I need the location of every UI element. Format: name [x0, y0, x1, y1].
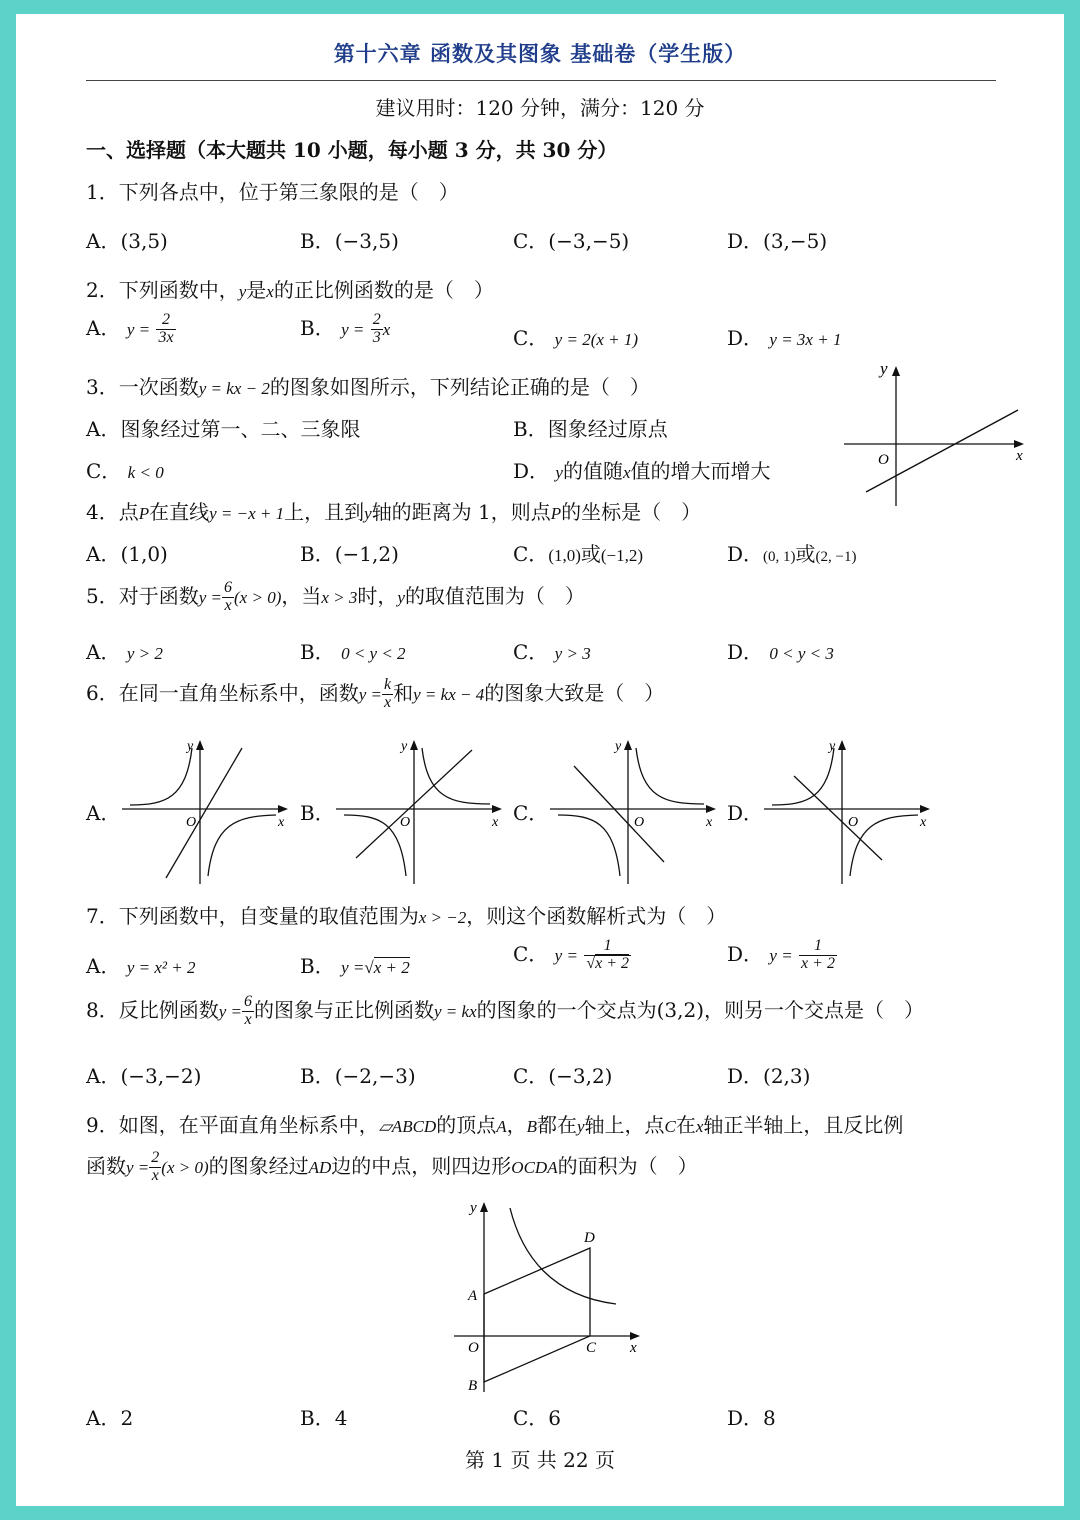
q5-option-b[interactable] [300, 636, 406, 665]
numerator: k [384, 676, 392, 694]
q8-option-d[interactable]: D．(2,3) [727, 1064, 811, 1088]
q4-option-a[interactable]: A．(1,0) [86, 542, 168, 566]
option-label: B． [300, 316, 335, 340]
option-math: k < 0 [127, 463, 164, 482]
q6-option-a-label[interactable]: A． [86, 801, 121, 825]
q9-option-d[interactable]: D．8 [727, 1406, 776, 1430]
radicand: x + 2 [595, 955, 629, 972]
title-divider [86, 80, 996, 81]
sqrt-sign: √ [586, 955, 596, 972]
denominator: x [224, 597, 232, 614]
parallelogram-abcd [484, 1248, 590, 1382]
q2-option-a[interactable] [86, 312, 176, 347]
question-1-stem: 1．下列各点中，位于第三象限的是（ ） [86, 180, 459, 204]
section-heading: 一、选择题（本大题共 10 小题，每小题 3 分，共 30 分） [86, 138, 618, 162]
radicand: x + 2 [373, 958, 410, 977]
q6-text: 6．在同一直角坐标系中，函数 [86, 681, 359, 705]
hyperbola-curve [510, 1208, 616, 1304]
q4-var: P [550, 504, 562, 523]
option-label: D． [727, 326, 764, 350]
q2-text: 2．下列函数中， [86, 278, 239, 302]
q9-math: OCDA [511, 1158, 558, 1177]
denominator: x [151, 1167, 159, 1184]
sqrt-sign: √ [364, 958, 374, 977]
numerator: 6 [224, 579, 233, 597]
q9-text: 的面积为（ ） [557, 1154, 698, 1178]
q9-text: 函数 [86, 1154, 126, 1178]
option-label: D． [727, 640, 764, 664]
line-graph [574, 766, 664, 862]
option-label: D． [513, 459, 550, 483]
q2-option-b[interactable] [300, 312, 390, 347]
q7-option-c[interactable] [513, 938, 631, 973]
option-math: (−1,2) [600, 546, 644, 565]
q8-option-a[interactable]: A．(−3,−2) [86, 1064, 202, 1088]
q2-var-y: y [238, 282, 247, 301]
x-axis-arrow [920, 805, 930, 813]
denominator: x + 2 [801, 955, 835, 972]
y-axis-arrow [410, 740, 418, 750]
x-axis-arrow [1014, 440, 1024, 448]
question-2-stem [86, 274, 494, 303]
q9-math: A [496, 1117, 507, 1136]
q6-option-b-graph[interactable] [330, 736, 510, 886]
line-graph [166, 748, 242, 878]
q7-text: ，则这个函数解析式为（ ） [466, 904, 727, 928]
q3-text: 的图象如图所示，下列结论正确的是（ ） [269, 375, 650, 399]
q6-text: 和 [393, 681, 414, 705]
y-label: y [880, 360, 888, 378]
q9-text: 在 [675, 1113, 696, 1137]
question-9-stem-line-2 [86, 1150, 698, 1185]
q8-text: 的图象的一个交点为(3,2)，则另一个交点是（ ） [476, 998, 925, 1022]
option-label: B． [300, 954, 335, 978]
option-text: 值的增大而增大 [630, 459, 771, 483]
q4-text: 上，且到 [284, 500, 365, 524]
y-label: y [829, 739, 836, 754]
x-label: x [492, 815, 499, 830]
q5-text: ，当 [281, 584, 322, 608]
option-math: y = x² + 2 [126, 958, 196, 977]
q4-option-b[interactable]: B．(−1,2) [300, 542, 399, 566]
option-math: x [622, 463, 631, 482]
option-math: x [382, 320, 391, 339]
denominator: x [244, 1011, 252, 1028]
y-label: y [401, 739, 408, 754]
q4-text: 的坐标是（ ） [561, 500, 702, 524]
x-axis-arrow [630, 1332, 640, 1340]
q7-option-a[interactable] [86, 950, 195, 979]
q9-option-b[interactable]: B．4 [300, 1406, 348, 1430]
x-label: x [706, 815, 713, 830]
numerator: 6 [244, 993, 253, 1011]
fraction [584, 938, 631, 973]
q2-var-x: x [266, 282, 274, 301]
q3-expr: y = kx − 2 [198, 379, 270, 398]
q5-math: y [397, 588, 405, 607]
q4-var: P [138, 504, 150, 523]
q6-option-b-label[interactable]: B． [300, 801, 335, 825]
y-axis-arrow [892, 366, 900, 376]
fraction [382, 677, 393, 712]
point-d-label: D [584, 1230, 595, 1246]
option-math: y = 3x + 1 [769, 330, 842, 349]
q8-math: y = kx [434, 1002, 477, 1021]
x-label: x [1016, 448, 1023, 464]
option-math: y = [341, 320, 365, 339]
fraction [242, 994, 254, 1029]
question-3-stem [86, 371, 650, 400]
point-c-label: C [586, 1340, 597, 1356]
line-graph [794, 776, 882, 860]
q3-option-c[interactable] [86, 455, 164, 484]
fraction [222, 580, 234, 615]
denominator: 3 [372, 329, 381, 346]
q5-option-d[interactable] [727, 636, 834, 665]
q4-text: 在直线 [149, 500, 210, 524]
option-label: D． [727, 542, 764, 566]
q6-math: y = kx − 4 [413, 685, 485, 704]
q2-option-c[interactable] [513, 322, 638, 351]
y-axis-arrow [624, 740, 632, 750]
hyperbola-branch [344, 815, 406, 876]
q5-option-c[interactable] [513, 636, 591, 665]
hyperbola-branch [422, 748, 490, 804]
q3-option-b[interactable]: B．图象经过原点 [513, 417, 668, 441]
y-axis-arrow [196, 740, 204, 750]
question-8-stem [86, 994, 924, 1029]
q9-math: (x > 0) [161, 1158, 209, 1177]
option-label: A． [86, 640, 121, 664]
point-a-label: A [468, 1288, 478, 1304]
q1-option-b[interactable]: B．(−3,5) [300, 229, 399, 253]
q6-option-d-graph[interactable] [758, 736, 938, 886]
q9-text: 边的中点，则四边形 [331, 1154, 512, 1178]
option-math: (1,0) [548, 546, 581, 565]
q3-text: 3．一次函数 [86, 375, 199, 399]
denominator: 3x [158, 329, 174, 346]
page-title: 第十六章 函数及其图象 基础卷（学生版） [333, 41, 747, 66]
q9-math: x [695, 1117, 704, 1136]
option-text: 或 [795, 542, 816, 566]
origin-label: O [634, 815, 645, 830]
option-text: 的值随 [562, 459, 623, 483]
origin-label: O [468, 1340, 479, 1356]
x-label: x [630, 1340, 637, 1356]
q6-text: 的图象大致是（ ） [484, 681, 665, 705]
q8-option-c[interactable]: C．(−3,2) [513, 1064, 613, 1088]
question-5-stem [86, 580, 585, 615]
option-label: A． [86, 316, 121, 340]
y-label: y [187, 739, 194, 754]
q9-math: y [576, 1117, 585, 1136]
q9-option-c[interactable]: C．6 [513, 1406, 562, 1430]
numerator: 2 [372, 311, 381, 329]
line-y-kx-2 [866, 410, 1018, 492]
q9-parallelogram-figure [448, 1196, 648, 1396]
option-math: 0 < y < 2 [341, 644, 406, 663]
option-label: B． [300, 640, 335, 664]
fraction [799, 938, 837, 973]
q2-text: 的正比例函数的是（ ） [273, 278, 494, 302]
q5-text: 的取值范围为（ ） [404, 584, 585, 608]
hyperbola-branch [636, 748, 704, 804]
q9-text: ， [506, 1113, 527, 1137]
q4-option-c[interactable] [513, 538, 643, 567]
q6-option-c-label[interactable]: C． [513, 801, 549, 825]
x-label: x [278, 815, 285, 830]
q7-option-b[interactable] [300, 950, 410, 979]
q9-text: 9．如图，在平面直角坐标系中， [86, 1113, 379, 1137]
option-math: y = [554, 946, 578, 965]
q1-option-a[interactable]: A．(3,5) [86, 229, 168, 253]
denominator: x [384, 694, 392, 711]
option-math: y > 3 [554, 644, 591, 663]
q1-option-c[interactable]: C．(−3,−5) [513, 229, 630, 253]
hyperbola-branch [130, 748, 192, 805]
denominator [584, 956, 631, 973]
q9-text: 轴上，点 [584, 1113, 665, 1137]
origin-label: O [848, 815, 859, 830]
question-4-stem [86, 496, 701, 525]
q6-math: y = [358, 685, 383, 704]
q4-option-d[interactable] [727, 538, 857, 567]
hyperbola-branch [772, 748, 834, 805]
option-label: C． [513, 640, 549, 664]
option-math: y > 2 [126, 644, 163, 663]
q3-line-graph [840, 360, 1040, 510]
q5-math: (x > 0) [234, 588, 282, 607]
q7-option-d[interactable] [727, 938, 837, 973]
q9-text: 都在 [536, 1113, 577, 1137]
option-math: y [555, 463, 563, 482]
q9-text: 的顶点 [436, 1113, 497, 1137]
q2-option-d[interactable] [727, 322, 841, 351]
q2-text: 是 [246, 278, 267, 302]
q5-math: y = [198, 588, 223, 607]
q6-option-d-label[interactable]: D． [727, 801, 764, 825]
numerator: 1 [799, 938, 837, 956]
option-math: y = [769, 946, 793, 965]
q8-text: 8．反比例函数 [86, 998, 219, 1022]
numerator: 2 [156, 312, 175, 330]
fraction [149, 1150, 161, 1185]
hyperbola-branch [208, 815, 276, 876]
y-label: y [470, 1200, 477, 1216]
q9-text: 的图象经过 [208, 1154, 309, 1178]
option-label: D． [727, 942, 764, 966]
point-b-label: B [468, 1378, 478, 1394]
q9-math: y = [126, 1158, 150, 1177]
option-math: y = [126, 320, 151, 339]
q4-var: y [364, 504, 372, 523]
q8-text: 的图象与正比例函数 [254, 998, 435, 1022]
origin-label: O [878, 452, 889, 468]
question-7-stem [86, 900, 726, 929]
x-axis-arrow [492, 805, 502, 813]
numerator: 2 [151, 1149, 160, 1167]
q5-text: 时， [357, 584, 398, 608]
x-axis-arrow [706, 805, 716, 813]
option-math: 0 < y < 3 [769, 644, 834, 663]
y-axis-arrow [480, 1202, 488, 1212]
option-math: y = 2(x + 1) [554, 330, 639, 349]
hyperbola-branch [558, 815, 620, 876]
hyperbola-branch [850, 815, 918, 876]
q9-option-a[interactable]: A．2 [86, 1406, 134, 1430]
fraction [156, 312, 175, 347]
q9-math: AD [308, 1158, 332, 1177]
page-number: 第 1 页 共 22 页 [465, 1448, 615, 1472]
q5-math: x > 3 [321, 588, 358, 607]
exam-sheet [16, 14, 1064, 1506]
q7-math: x > −2 [418, 908, 467, 927]
q4-expr: y = −x + 1 [209, 504, 285, 523]
fraction [371, 312, 383, 347]
q3-option-d[interactable] [513, 455, 771, 484]
option-math: y = [341, 958, 365, 977]
q9-math: C [664, 1117, 676, 1136]
q4-text: 轴的距离为 1，则点 [371, 500, 551, 524]
time-score-note: 建议用时：120 分钟，满分：120 分 [375, 96, 705, 120]
q8-option-b[interactable]: B．(−2,−3) [300, 1064, 416, 1088]
q8-math: y = [218, 1002, 243, 1021]
x-label: x [920, 815, 927, 830]
q9-text: 轴正半轴上，且反比例 [703, 1113, 904, 1137]
option-label: A． [86, 954, 121, 978]
x-axis-arrow [278, 805, 288, 813]
y-label: y [615, 739, 622, 754]
numerator: 1 [584, 938, 631, 956]
q9-math: B [526, 1117, 537, 1136]
origin-label: O [400, 815, 411, 830]
option-math: (0, 1) [763, 549, 796, 565]
q5-option-a[interactable] [86, 636, 163, 665]
question-9-stem-line-1 [86, 1109, 903, 1138]
q4-text: 4．点 [86, 500, 139, 524]
q5-text: 5．对于函数 [86, 584, 199, 608]
question-6-stem [86, 677, 664, 712]
y-axis-arrow [838, 740, 846, 750]
q1-option-d[interactable]: D．(3,−5) [727, 229, 828, 253]
option-math: (2, −1) [815, 549, 857, 565]
option-label: C． [513, 326, 549, 350]
option-label: C． [513, 942, 549, 966]
origin-label: O [186, 815, 197, 830]
option-label: C． [86, 459, 122, 483]
q9-math: ▱ABCD [378, 1117, 437, 1136]
option-label: C． [513, 542, 549, 566]
q6-option-c-graph[interactable] [544, 736, 724, 886]
option-text: 或 [580, 542, 601, 566]
q7-text: 7．下列函数中，自变量的取值范围为 [86, 904, 419, 928]
q6-option-a-graph[interactable] [116, 736, 296, 886]
q3-option-a[interactable]: A．图象经过第一、二、三象限 [86, 417, 361, 441]
